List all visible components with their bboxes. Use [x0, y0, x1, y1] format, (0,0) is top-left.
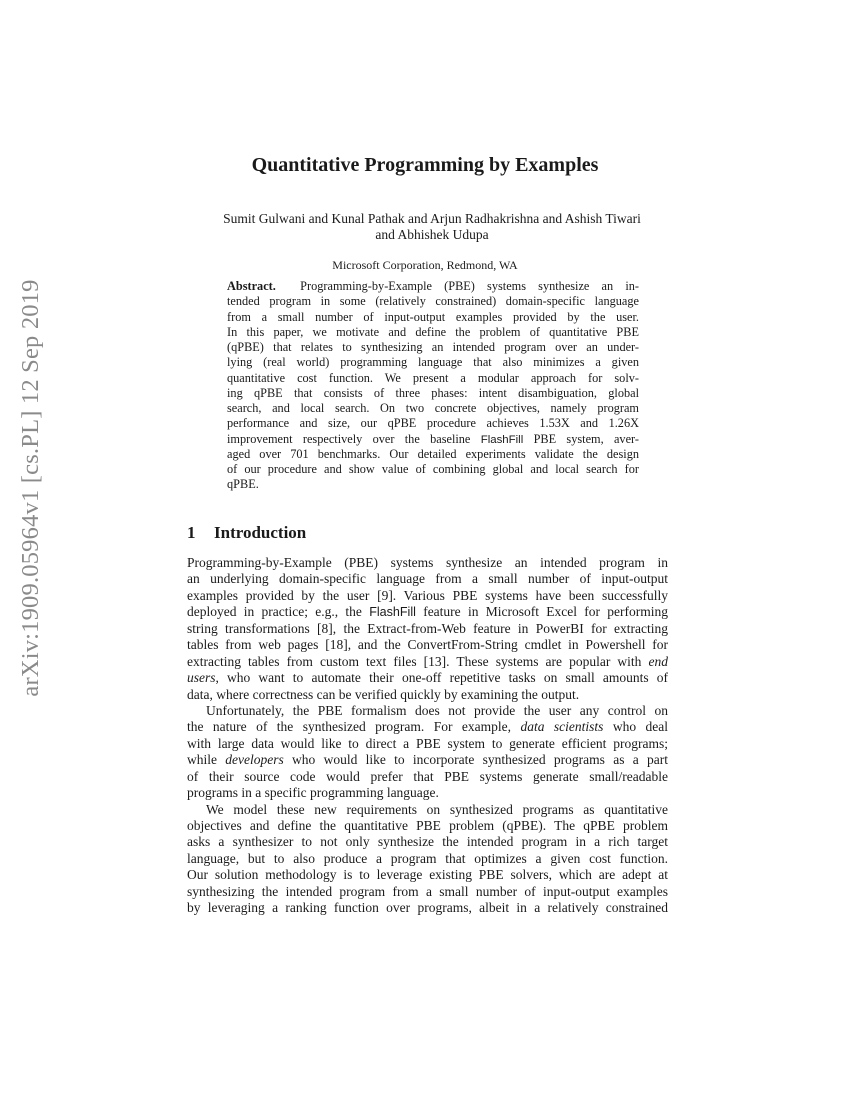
abstract — [227, 279, 639, 493]
flashfill-name: FlashFill — [369, 605, 416, 620]
abstract-line: from a small number of input-output examples provided by the user. — [227, 309, 639, 324]
body-line: language, but to also produce a program that optimizes a given cost function. — [187, 850, 668, 866]
body-line: the nature of the synthesized program. For example, data scientists who deal — [187, 719, 669, 735]
abstract-line: lying (real world) programming language that also minimizes a given — [227, 355, 639, 370]
abstract-label: Abstract. — [227, 279, 276, 293]
section-number: 1 — [187, 523, 196, 542]
abstract-line: search, and local search. On two concrete objectives, namely program — [227, 401, 639, 415]
section-title: Introduction — [214, 523, 307, 542]
abstract-line: Abstract. Programming-by-Example (PBE) systems synthesize an in- — [227, 279, 639, 293]
body-line: Unfortunately, the PBE formalism does not provide the user any control on — [206, 702, 668, 718]
body-line: programs in a specific programming language. — [187, 785, 439, 801]
abstract-line: tended program in some (relatively constrained) domain-specific language — [227, 294, 639, 309]
body-line: users, who want to automate their one-off repetitive tasks on small amounts of — [187, 670, 668, 686]
abstract-line: (qPBE) that relates to synthesizing an intended program over an under- — [227, 340, 639, 354]
author-list — [187, 211, 677, 243]
body-line: with large data would like to direct a PBE system to generate efficient programs; — [187, 735, 668, 751]
author-line: and Abhishek Udupa — [375, 227, 489, 242]
body-line: an underlying domain-specific language from a small number of input-output — [187, 571, 668, 587]
body-line: Programming-by-Example (PBE) systems synthesize an intended program in — [187, 555, 668, 570]
body-line: by leveraging a ranking function over programs, albeit in a relatively constrained — [187, 900, 668, 916]
body-line: examples provided by the user [9]. Various PBE systems have been successfully — [187, 587, 668, 603]
abstract-line: aged over 701 benchmarks. Our detailed experiments validate the design — [227, 446, 639, 461]
section-heading — [187, 523, 306, 543]
body-line: data, where correctness can be verified quickly by examining the output. — [187, 686, 580, 702]
flashfill-name: FlashFill — [480, 433, 524, 446]
abstract-line: ing qPBE that consists of three phases: intent disambiguation, global — [227, 385, 639, 400]
body-line: extracting tables from custom text files [13]. These systems are popular with end — [187, 653, 668, 669]
body-line: We model these new requirements on synthesized programs as quantitative — [206, 801, 668, 817]
author-line: Sumit Gulwani and Kunal Pathak and Arjun Radhakrishna and Ashish Tiwari — [223, 211, 641, 226]
body-line: string transformations [8], the Extract-from-Web feature in PowerBI for extracting — [187, 620, 668, 636]
body-line: deployed in practice; e.g., the FlashFill feature in Microsoft Excel for performing — [187, 604, 668, 620]
abstract-line: performance and size, our qPBE procedure achieves 1.53X and 1.26X — [227, 416, 639, 431]
body-line: synthesizing the intended program from a small number of input-output examples — [187, 883, 668, 899]
abstract-line: quantitative cost function. We present a modular approach for solv- — [227, 370, 639, 385]
abstract-line: improvement respectively over the baseline FlashFill PBE system, aver- — [227, 431, 639, 446]
abstract-line: In this paper, we motivate and define the problem of quantitative PBE — [227, 324, 639, 339]
arxiv-stamp — [12, 279, 50, 697]
abstract-line: of our procedure and show value of combining global and local search for — [227, 462, 639, 476]
body-line: tables from web pages [18], and the ConvertFrom-String cmdlet in Powershell for — [187, 637, 668, 653]
body-line: asks a synthesizer to not only synthesize the intended program in a rich target — [187, 834, 668, 850]
body-line: of their source code would prefer that PBE systems generate small/readable — [187, 768, 668, 784]
affiliation: Microsoft Corporation, Redmond, WA — [332, 258, 518, 272]
body-line: objectives and define the quantitative PBE problem (qPBE). The qPBE problem — [187, 818, 668, 833]
paper-title: Quantitative Programming by Examples — [251, 154, 599, 176]
body-line: Our solution methodology is to leverage existing PBE solvers, which are adept at — [187, 867, 668, 883]
body-line: while developers who would like to incorporate synthesized programs as a part — [187, 752, 668, 768]
arxiv-identifier: arXiv:1909.05964v1 [cs.PL] 12 Sep 2019 — [17, 279, 44, 697]
body-text — [187, 555, 668, 917]
abstract-line: qPBE. — [227, 477, 259, 492]
